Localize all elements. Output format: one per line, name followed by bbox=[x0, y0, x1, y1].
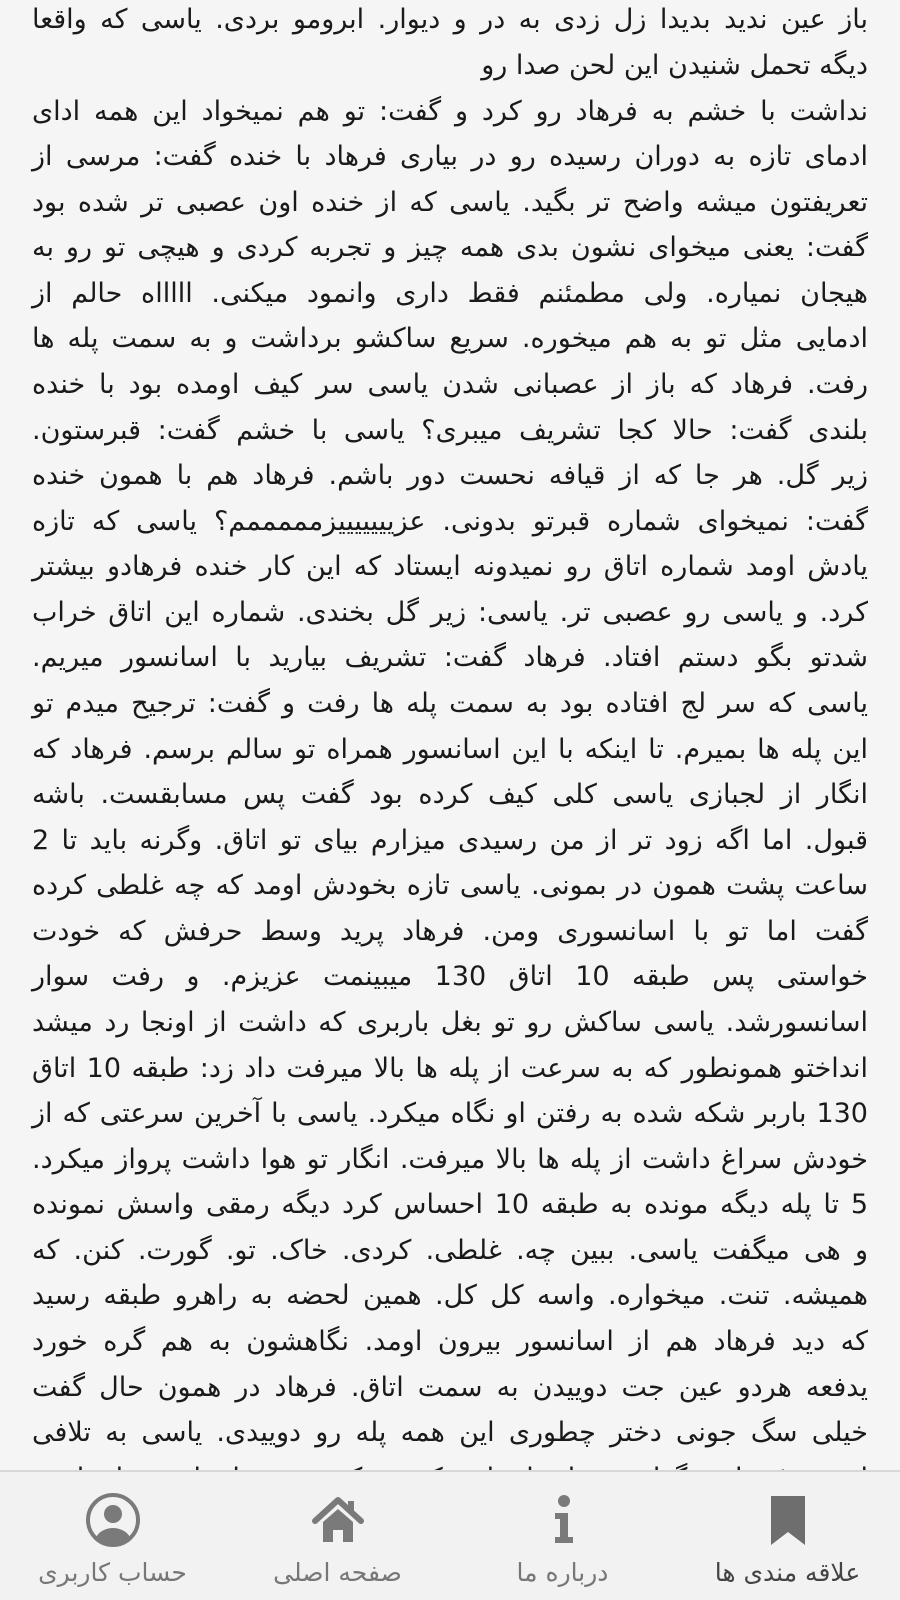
story-line: ساعت پشت همون در بمونی. یاسی تازه بخودش اومد که چه غلطی کرده bbox=[32, 870, 868, 901]
user-account-icon bbox=[85, 1492, 141, 1548]
nav-item-label: حساب کاربری bbox=[38, 1558, 187, 1587]
story-line: یدفعه هردو عین جت دوییدن به سمت اتاق. فرهاد در همون حال گفت bbox=[32, 1372, 868, 1403]
story-line: انداختو همونطور که به سرعت از پله ها بالا میرفت داد زد: طبقه 10 اتاق bbox=[32, 1053, 869, 1084]
nav-item-account[interactable] bbox=[0, 1472, 225, 1600]
story-line: خواستی پس طبقه 10 اتاق 130 میبینمت عزیزم. و رفت سوار bbox=[32, 961, 868, 992]
info-icon bbox=[535, 1492, 591, 1548]
story-line: این پله ها بمیرم. تا اینکه با این اسانسور همراه تو سالم برسم. فرهاد که bbox=[32, 734, 868, 765]
story-line: باز عین ندید بدیدا زل زدی به در و دیوار. ابرومو بردی. یاسی که واقعا bbox=[32, 4, 868, 35]
story-line: خودش سراغ داشت از پله ها بالا میرفت. انگار تو هوا داشت پرواز میکرد. bbox=[32, 1144, 868, 1175]
story-line: شدتو بگو دستم افتاد. فرهاد گفت: تشریف بیارید با اسانسور میریم. bbox=[32, 642, 868, 673]
story-line: زیر گل. هر جا که از قیافه نحست دور باشم. فرهاد هم با همون خنده bbox=[32, 460, 868, 491]
story-line: ادمایی مثل تو به هم میخوره. سریع ساکشو برداشت و به سمت پله ها bbox=[32, 323, 868, 354]
story-line: قبول. اما اگه زود تر از من رسیدی میزارم بیای تو اتاق. وگرنه باید تا 2 bbox=[32, 825, 868, 856]
story-line: 130 باربر شکه شده به رفتن او نگاه میکرد. یاسی با آخرین سرعتی که از bbox=[32, 1098, 868, 1129]
story-line: که دید فرهاد هم از اسانسور بیرون اومد. نگاهشون به هم گره خورد bbox=[32, 1326, 868, 1357]
nav-item-home[interactable] bbox=[225, 1472, 450, 1600]
story-line: و هی میگفت یاسی. ببین چه. غلطی. کردی. خاک. تو. گورت. کنن. که bbox=[32, 1235, 868, 1266]
story-line: گفت اما تو با اسانسوری ومن. فرهاد پرید وسط حرفش که خودت bbox=[32, 916, 868, 947]
story-line: کرد. و یاسی رو عصبی تر. یاسی: زیر گل بخندی. شماره این اتاق خراب bbox=[32, 597, 868, 628]
story-line: یادش اومد شماره اتاق رو نمیدونه ایستاد که این کار خنده فرهادو بیشتر bbox=[32, 551, 868, 582]
story-line: یاسی که سر لج افتاده بود به سمت پله ها رفت و گفت: ترجیح میدم تو bbox=[32, 688, 868, 719]
story-line: بلندی گفت: حالا کجا تشریف میبری؟ یاسی با خشم گفت: قبرستون. bbox=[32, 415, 868, 446]
nav-item-label: درباره ما bbox=[516, 1558, 609, 1587]
story-line: ادمای تازه به دوران رسیده رو در بیاری فرهاد با خنده گفت: مرسی از bbox=[32, 141, 868, 172]
story-line: دیگه تحمل شنیدن این لحن صدا رو bbox=[481, 50, 868, 81]
story-line: گفت: یعنی میخوای نشون بدی همه چیز و تجربه کردی و هیچی تو رو به bbox=[32, 232, 868, 263]
nav-item-about[interactable] bbox=[450, 1472, 675, 1600]
story-line: همیشه. تنت. میخواره. واسه کل کل. همین لحضه به راهرو طبقه رسید bbox=[32, 1280, 868, 1311]
story-line: انگار از لجبازی یاسی کلی کیف کرده بود گفت پس مسابقست. باشه bbox=[32, 779, 868, 810]
nav-item-favorites[interactable] bbox=[675, 1472, 900, 1600]
story-line: 5 تا پله دیگه مونده به طبقه 10 احساس کرد دیگه رمقی واسش نمونده bbox=[32, 1189, 868, 1220]
story-line: هیجان نمیاره. ولی مطمئنم فقط داری وانمود میکنی. اااااه حالم از bbox=[32, 278, 868, 309]
bottom-navigation-bar bbox=[0, 1470, 900, 1600]
story-line: گفت: نمیخوای شماره قبرتو بدونی. عزیییییییزمممممم؟ یاسی که تازه bbox=[32, 506, 868, 537]
story-line: خیلی سگ جونی دختر چطوری این همه پله رو دوییدی. یاسی به تلافی bbox=[32, 1417, 868, 1448]
nav-item-label: علاقه مندی ها bbox=[714, 1558, 861, 1587]
story-line: رفت. فرهاد که باز از عصبانی شدن یاسی سر کیف اومده بود با خنده bbox=[32, 369, 868, 400]
story-line: اسانسورشد. یاسی ساکش رو تو بغل باربری که داشت از اونجا رد میشد bbox=[32, 1007, 868, 1038]
bookmark-icon bbox=[760, 1492, 816, 1548]
story-line: تعریفتون میشه واضح تر بگید. یاسی که از خنده اون عصبی تر شده بود bbox=[32, 187, 868, 218]
home-icon bbox=[310, 1492, 366, 1548]
story-line: نداشت با خشم به فرهاد رو کرد و گفت: تو هم نمیخواد این همه ادای bbox=[32, 96, 868, 127]
nav-item-label: صفحه اصلی bbox=[273, 1558, 402, 1587]
